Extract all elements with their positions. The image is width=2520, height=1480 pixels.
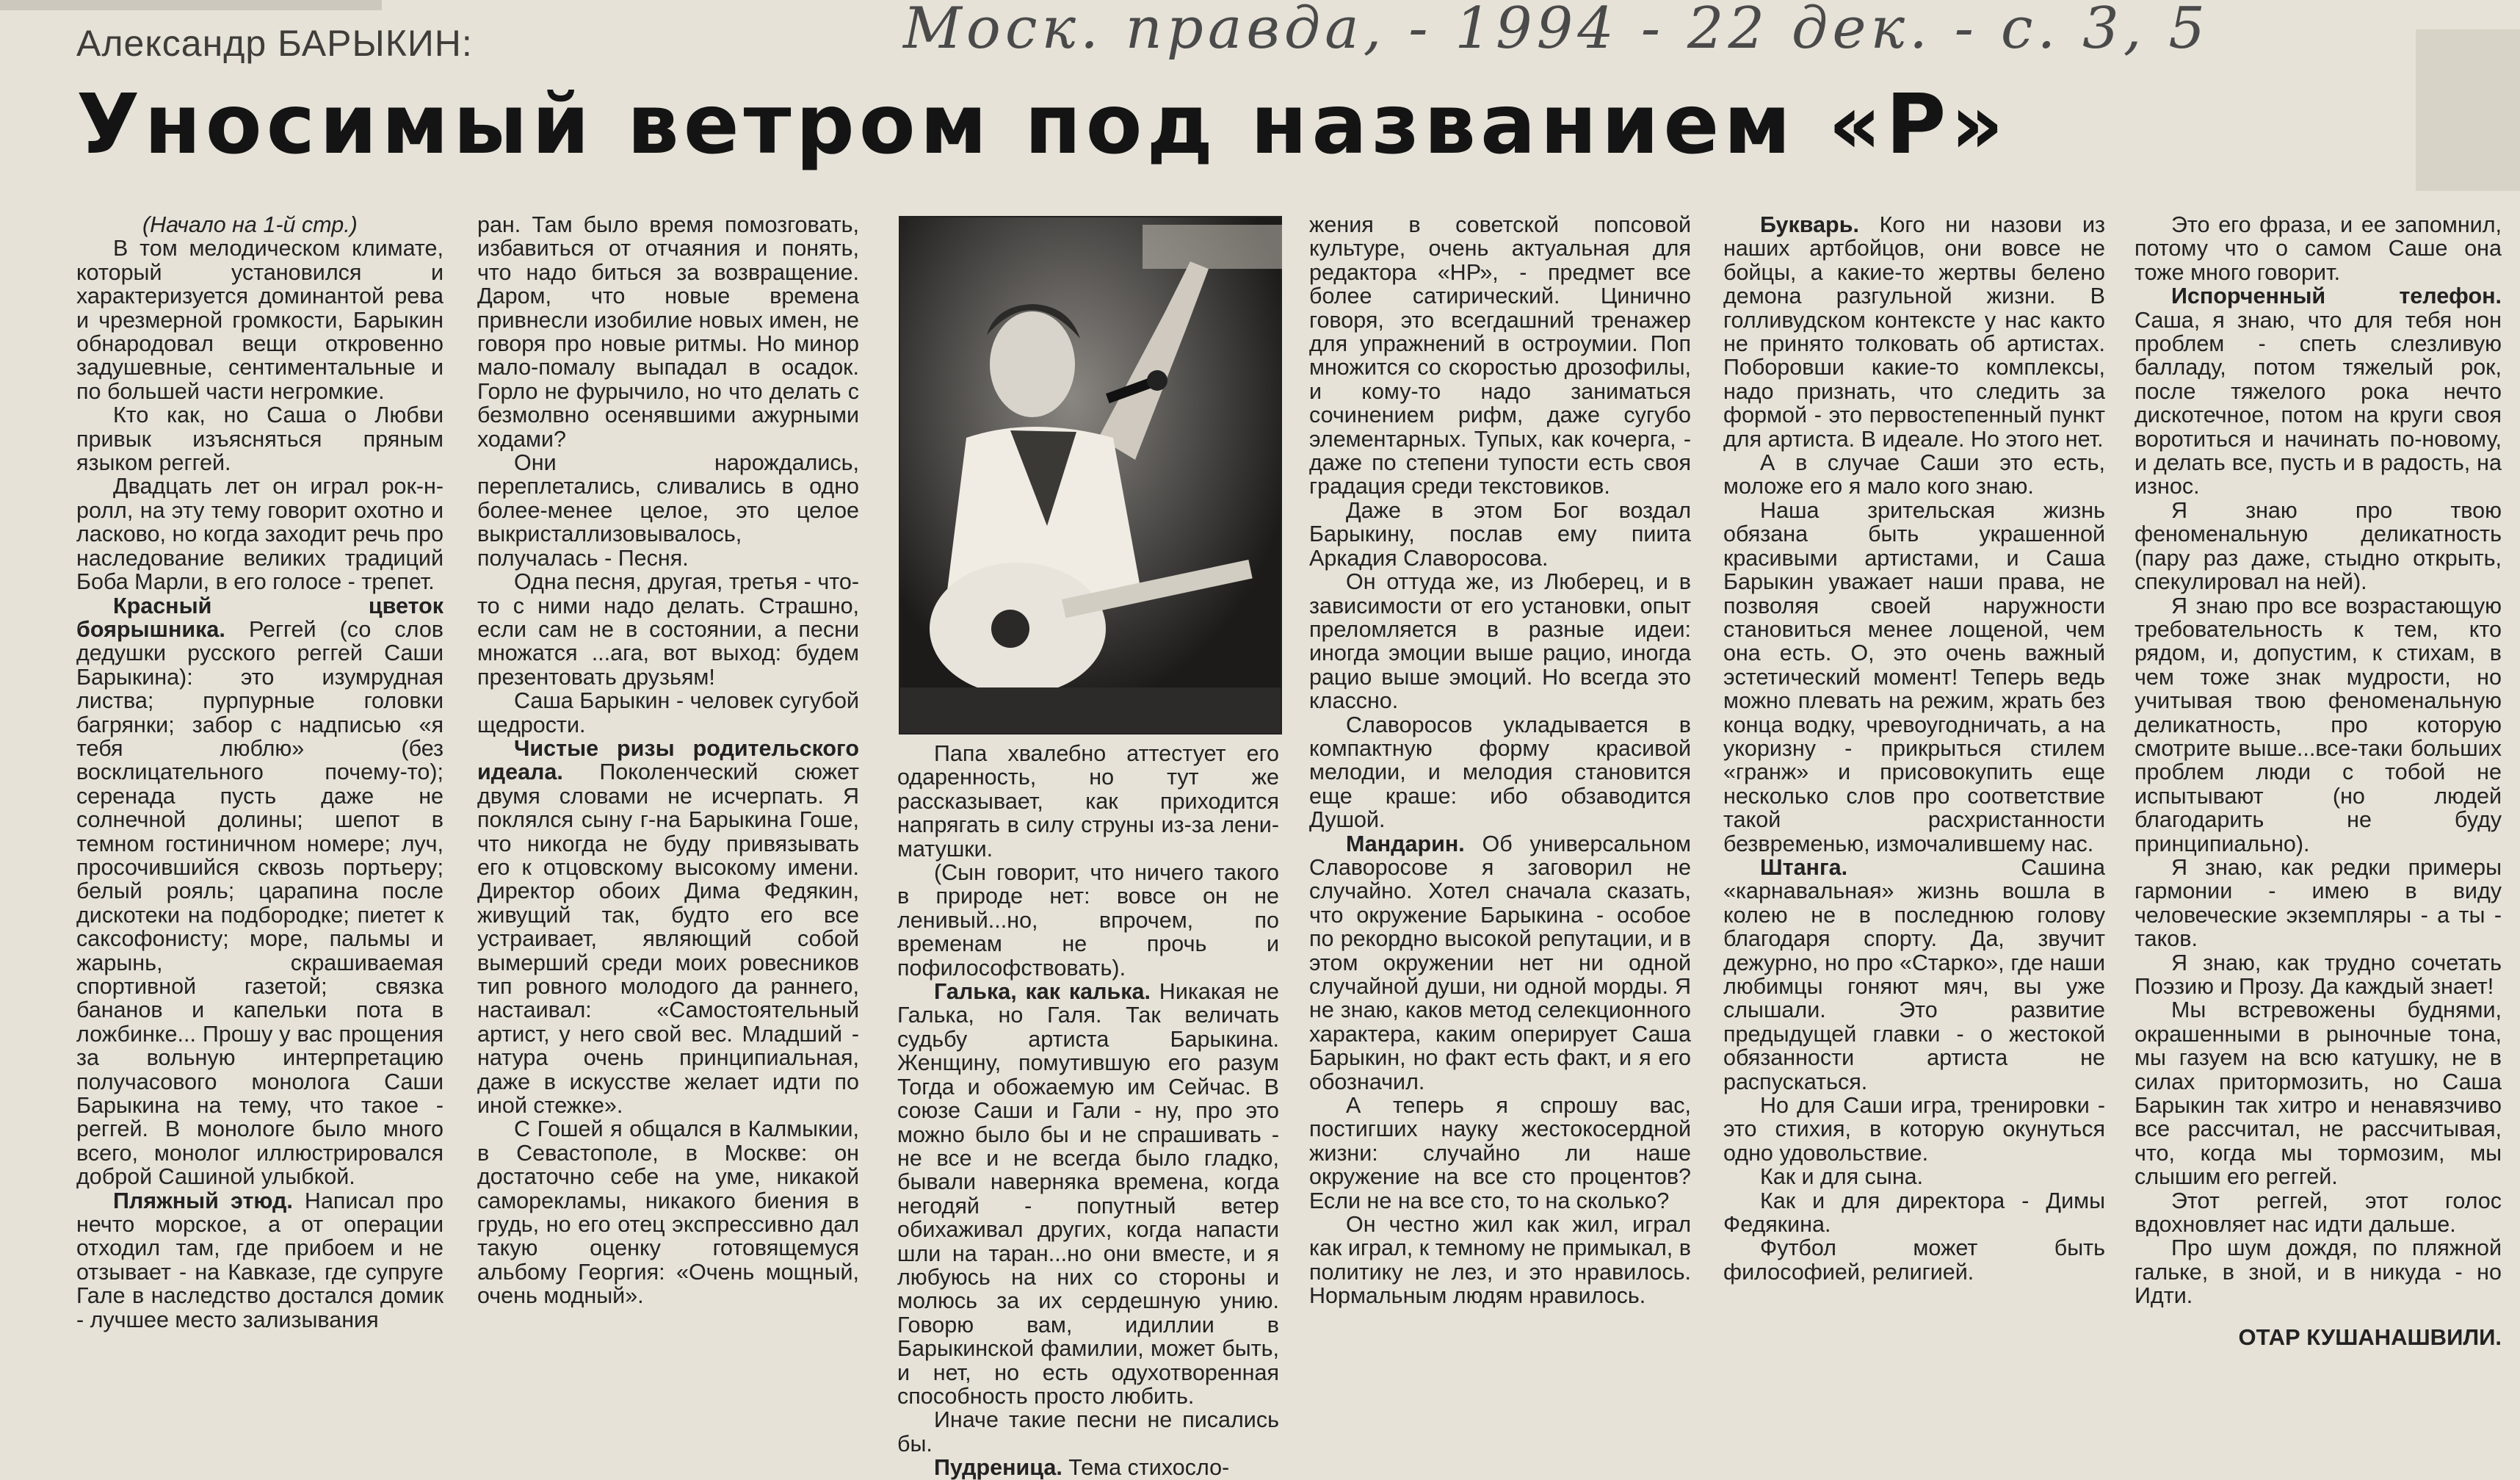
- paragraph-text: В том мелодическом климате, который установился и характеризуется доминантой рева и чрезмерной громкости, Барыкин обнародовал вещи откровенно задушевные, сентиментальные и по большей части негромкие.: [76, 236, 443, 404]
- paragraph-text: Двадцать лет он играл рок-н-ролл, на эту тему говорит охотно и ласково, но когда заходит речь про наследование великих традиций Боба Марли, в его голосе - трепет.: [76, 474, 443, 595]
- paragraph: [1723, 451, 2105, 499]
- article-column-2: [477, 213, 859, 1359]
- paragraph-text: Этот реггей, этот голос вдохновляет нас идти дальше.: [2135, 1188, 2502, 1238]
- paragraph: [76, 474, 443, 593]
- paragraph-text: Реггей (со слов дедушки русского реггей Саши Барыкина): это изумрудная листва; пурпурные головки багрянки; забор с надписью «я тебя люблю» (без восклицательного почему-то); серенада пусть даже не солнечной долины; шепот в темном гостиничном номере; луч, просочившийся сквозь портьеру; белый рояль; царапина после дискотеки на подбородке; пиетет к саксофонисту; море, пальмы и жарынь, скрашиваемая спортивной газетой; связка бананов и капельки пота в ложбинке... Прошу у вас прощения за вольную интерпретацию получасового монолога Саши Барыкина на тему, что такое - реггей. В монологе было много всего, монолог иллюстрировался доброй Сашиной улыбкой.: [76, 616, 443, 1190]
- paragraph-text: (Начало на 1-й стр.): [142, 212, 358, 237]
- paragraph-text: Иначе такие песни не писались бы.: [897, 1407, 1279, 1456]
- paragraph: [1309, 570, 1691, 712]
- paragraph-text: Сашина «карнавальная» жизнь вошла в колею не в последнюю голову благодаря спорту. Да, звучит дежурно, но про «Старко», где наши любимцы гоняют мяч, вы уже слышали. Это развитие предыдущей главки - о жестокой обязанности артиста не распускаться.: [1723, 854, 2105, 1094]
- paragraph-text: Я знаю про твою феноменальную деликатность (пару раз даже, стыдно открыть, спекулировал на ней).: [2135, 497, 2502, 595]
- handwritten-source-note: Моск. правда, - 1994 - 22 дек. - с. 3, 5: [903, 0, 2209, 62]
- paragraph-text: Они нарождались, переплетались, сливались в одно более-менее целое, это целое выкристаллизовывалось, получалась - Песня.: [477, 450, 859, 571]
- paragraph: [2135, 213, 2502, 284]
- paragraph: [76, 237, 443, 403]
- section-heading: Галька, как калька.: [934, 979, 1151, 1005]
- paragraph-text: Никакая не Галька, но Галя. Так величать судьбу артиста Барыкина. Женщину, помутившую его разум Тогда и обожаемую им Сейчас. В союзе Саши и Гали - ну, про это можно было бы и не спрашивать - не все и не всегда было гладко, бывали наверняка времена, когда негодяй - попутный ветер обихаживал других, когда напасти шли на таран...но они вместе, и я любуюсь на них со стороны и молюсь за их сердешную унию. Говорю вам, идиллии в Барыкинской фамилии, может быть, и нет, но есть одухотворенная способность просто любить.: [897, 979, 1279, 1409]
- paragraph-text: ОТАР КУШАНАШВИЛИ.: [2238, 1324, 2502, 1350]
- paragraph: [1723, 1189, 2105, 1237]
- section-paragraph: [897, 1456, 1279, 1479]
- paragraph-text: Славоросов укладывается в компактную форму красивой мелодии, и мелодия становится еще краше: ибо обзаводится Душой.: [1309, 712, 1691, 833]
- paragraph-text: Как и для сына.: [1760, 1164, 1924, 1190]
- adjacent-page-edge: [2416, 29, 2520, 191]
- photo-singer-with-guitar-icon: [900, 217, 1281, 733]
- paragraph: [1723, 1165, 2105, 1188]
- section-paragraph: [1723, 856, 2105, 1094]
- paragraph-text: Саша Барыкин - человек сугубой щедрости.: [477, 688, 859, 737]
- section-paragraph: [477, 737, 859, 1118]
- paragraph-text: Я знаю, как трудно сочетать Поэзию и Прозу. Да каждый знает!: [2135, 950, 2502, 999]
- section-heading: Красный цветок боярышника.: [76, 593, 443, 642]
- paragraph-text: Футбол может быть философией, религией.: [1723, 1235, 2105, 1285]
- paragraph-text: Написал про нечто морское, а от операции отходил там, где прибоем и не отзывает - на Кавказе, где супруге Гале в наследство достался домик - лучшее место зализывания: [76, 1188, 443, 1332]
- article-column-5: [1723, 213, 2105, 1359]
- paragraph: [1309, 499, 1691, 570]
- paragraph-text: Об универсальном Славоросове я заговорил не случайно. Хотел сначала сказать, что окружение Барыкина - особое по рекордно высокой репутации, и в этом окружении нет ни одной случайной души, ни одной морды. Я не знаю, каков метод селекционного характера, каким оперирует Саша Барыкин, но факт есть факт, и я его обозначил.: [1309, 831, 1691, 1094]
- paragraph: [2135, 856, 2502, 951]
- paragraph-text: С Гошей я общался в Калмыкии, в Севастополе, в Москве: он достаточно себе на уме, никакой саморекламы, никакого биения в грудь, но его отец экспрессивно дал такую оценку готовящемуся альбому Георгия: «Очень мощный, очень модный».: [477, 1116, 859, 1309]
- paragraph-text: жения в советской попсовой культуре, очень актуальная для редактора «НР», - предмет все более сатирический. Цинично говоря, это всегдашний тренажер для упражнений в остроумии. Поп множится со скоростью дрозофилы, и кому-то надо заниматься сочинением рифм, даже сугубо элементарных. Тупых, как кочерга, - даже по степени тупости есть своя градация среди текстовиков.: [1309, 212, 1691, 499]
- paragraph: [1723, 1236, 2105, 1284]
- paragraph: [1309, 1094, 1691, 1213]
- article-column-4: [1309, 213, 1691, 1359]
- paragraph: [897, 861, 1279, 980]
- paragraph-text: Кто как, но Саша о Любви привык изъясняться пряным языком реггей.: [76, 403, 443, 476]
- paragraph-text: А теперь я спрошу вас, постигших науку жестокосердной жизни: случайно ли наше окружение на все сто процентов? Если не на все сто, то на сколько?: [1309, 1093, 1691, 1213]
- section-heading: Букварь.: [1760, 212, 1859, 237]
- paragraph-text: Наша зрительская жизнь обязана быть украшенной красивыми артистами, и Саша Барыкин уважает наши права, не позволяя своей наружности становиться менее лощеной, чем она есть. О, это очень важный эстетический момент! Теперь ведь можно плевать на режим, жрать без конца водку, чревоугодничать, а на укоризну - прикрыться стилем «гранж» и присовокупить еще несколько слов про соответствие такой расхристанности безвременью, измочалившему нас.: [1723, 497, 2105, 856]
- paragraph-text: Даже в этом Бог воздал Барыкину, послав ему пиита Аркадия Славоросова.: [1309, 497, 1691, 571]
- section-paragraph: [76, 1189, 443, 1332]
- paragraph: [1723, 499, 2105, 856]
- paragraph-text: Но для Саши игра, тренировки - это стихия, в которую окунуться одно удовольствие.: [1723, 1093, 2105, 1166]
- section-paragraph: [897, 980, 1279, 1408]
- paragraph-text: Это его фраза, и ее запомнил, потому что о самом Саше она тоже много говорит.: [2135, 212, 2502, 285]
- paragraph-text: А в случае Саши это есть, моложе его я мало кого знаю.: [1723, 450, 2105, 499]
- paragraph-text: Я знаю про все возрастающую требовательность к тем, кто рядом, и, допустим, к стихам, в чем тоже знак мудрости, но учитывая твою феноменальную деликатность, про которую смотрите выше...все-таки больших проблем люди с тобой не испытывают (но людей благодарить не буду принципиально).: [2135, 593, 2502, 856]
- paragraph-text: Поколенческий сюжет двумя словами не исчерпать. Я поклялся сыну г-на Барыкина Гоше, что никогда не буду привязывать его к отцовскому высокому имени. Директор обоих Дима Федякин, живущий так, будто его все устраивает, являющий собой вымерший среди моих ровесников тип ровного молодого да раннего, настаивал: «Самостоятельный артист, у него свой вес. Младший - натура очень принципиальная, даже в искусстве желает идти по иной стежке».: [477, 759, 859, 1119]
- torn-top-strip: [0, 0, 382, 10]
- paragraph-text: Папа хвалебно аттестует его одаренность, но тут же рассказывает, как приходится напрягать в силу струны из-за лени-матушки.: [897, 741, 1279, 862]
- paragraph-text: ран. Там было время помозговать, избавиться от отчаяния и понять, что надо биться за возвращение. Даром, что новые времена привнесли изобилие новых имен, не говоря про новые ритмы. Но минор мало-помалу выпадал в осадок. Горло не фурычило, но что делать с безмолвно осенявшими ажурными ходами?: [477, 212, 859, 452]
- paragraph-text: Одна песня, другая, третья - что-то с ними надо делать. Страшно, если сам не в состоянии, а песни множатся ...ага, вот выход: будем презентовать друзьям!: [477, 569, 859, 690]
- section-paragraph: [1723, 213, 2105, 451]
- author-signature: [2135, 1326, 2502, 1349]
- paragraph: [76, 403, 443, 474]
- paragraph: [2135, 998, 2502, 1188]
- paragraph: [2135, 594, 2502, 856]
- paragraph-text: Как и для директора - Димы Федякина.: [1723, 1188, 2105, 1238]
- paragraph-text: Мы встревожены буднями, окрашенными в рыночные тона, мы газуем на всю катушку, не в силах притормозить, но Саша Барыкин так хитро и ненавязчиво все рассчитал, не рассчитывая, что, когда мы тормозим, мы слышим его реггей.: [2135, 997, 2502, 1190]
- paragraph: [2135, 1189, 2502, 1237]
- article-column-1: [76, 213, 443, 1359]
- paragraph-text: Про шум дождя, по пляжной гальке, в зной, и в никуда - но Идти.: [2135, 1235, 2502, 1309]
- paragraph-text: Я знаю, как редки примеры гармонии - имею в виду человеческие экземпляры - а ты - таков.: [2135, 854, 2502, 952]
- article-column-6: [2135, 213, 2502, 1359]
- article-column-3: [897, 741, 1279, 1480]
- paragraph-text: Он честно жил как жил, играл как играл, к темному не примыкал, в политику не лез, и это нравилось. Нормальным людям нравилось.: [1309, 1212, 1691, 1309]
- paragraph-text: Саша, я знаю, что для тебя нон проблем - спеть слезливую балладу, потом тяжелый рок, после тяжелого рока нечто дискотечное, потом на круги своя воротиться и начинать по-новому, и делать все, пусть и в радость, на износ.: [2135, 307, 2502, 499]
- paragraph: [477, 689, 859, 737]
- section-heading: Испорченный телефон.: [2171, 284, 2502, 309]
- paragraph: [897, 1408, 1279, 1456]
- paragraph: [1309, 713, 1691, 832]
- section-paragraph: [76, 594, 443, 1189]
- paragraph: [477, 451, 859, 570]
- paragraph-text: Тема стихосло-: [1068, 1455, 1230, 1480]
- headline: Уносимый ветром под названием «Р»: [76, 77, 2008, 173]
- section-heading: Чистые ризы родительского идеала.: [477, 735, 859, 785]
- paragraph: [2135, 951, 2502, 999]
- paragraph: [76, 213, 443, 237]
- section-heading: Пляжный этюд.: [113, 1188, 293, 1213]
- paragraph: [477, 213, 859, 451]
- section-heading: Штанга.: [1760, 854, 1848, 880]
- paragraph: [477, 570, 859, 689]
- singer-photo: [899, 216, 1282, 734]
- paragraph-text: Кого ни назови из наших артбойцов, они вовсе не бойцы, а какие-то жертвы белено демона разгульной жизни. В голливудском контексте у нас както не принято толковать об артистах. Поборовши какие-то комплексы, надо признать, что следить за формой - это первостепенный пункт для артиста. В идеале. Но этого нет.: [1723, 212, 2105, 452]
- paragraph: [477, 1117, 859, 1307]
- paragraph: [1309, 1213, 1691, 1308]
- paragraph: [1309, 213, 1691, 499]
- section-paragraph: [2135, 284, 2502, 499]
- section-paragraph: [1309, 832, 1691, 1094]
- paragraph: [897, 742, 1279, 861]
- byline: Александр БАРЫКИН:: [76, 23, 473, 64]
- paragraph-text: Он оттуда же, из Люберец, и в зависимости от его установки, опыт преломляется в разные идеи: иногда эмоции выше рацио, иногда рацио выше эмоций. Но всегда это классно.: [1309, 569, 1691, 714]
- paragraph: [1723, 1094, 2105, 1165]
- paragraph-text: (Сын говорит, что ничего такого в природе нет: вовсе он не ленивый...но, впрочем, по временам не прочь и пофилософствовать).: [897, 860, 1279, 981]
- paragraph: [2135, 499, 2502, 594]
- section-heading: Пудреница.: [934, 1455, 1062, 1480]
- section-heading: Мандарин.: [1346, 831, 1465, 856]
- paragraph: [2135, 1236, 2502, 1307]
